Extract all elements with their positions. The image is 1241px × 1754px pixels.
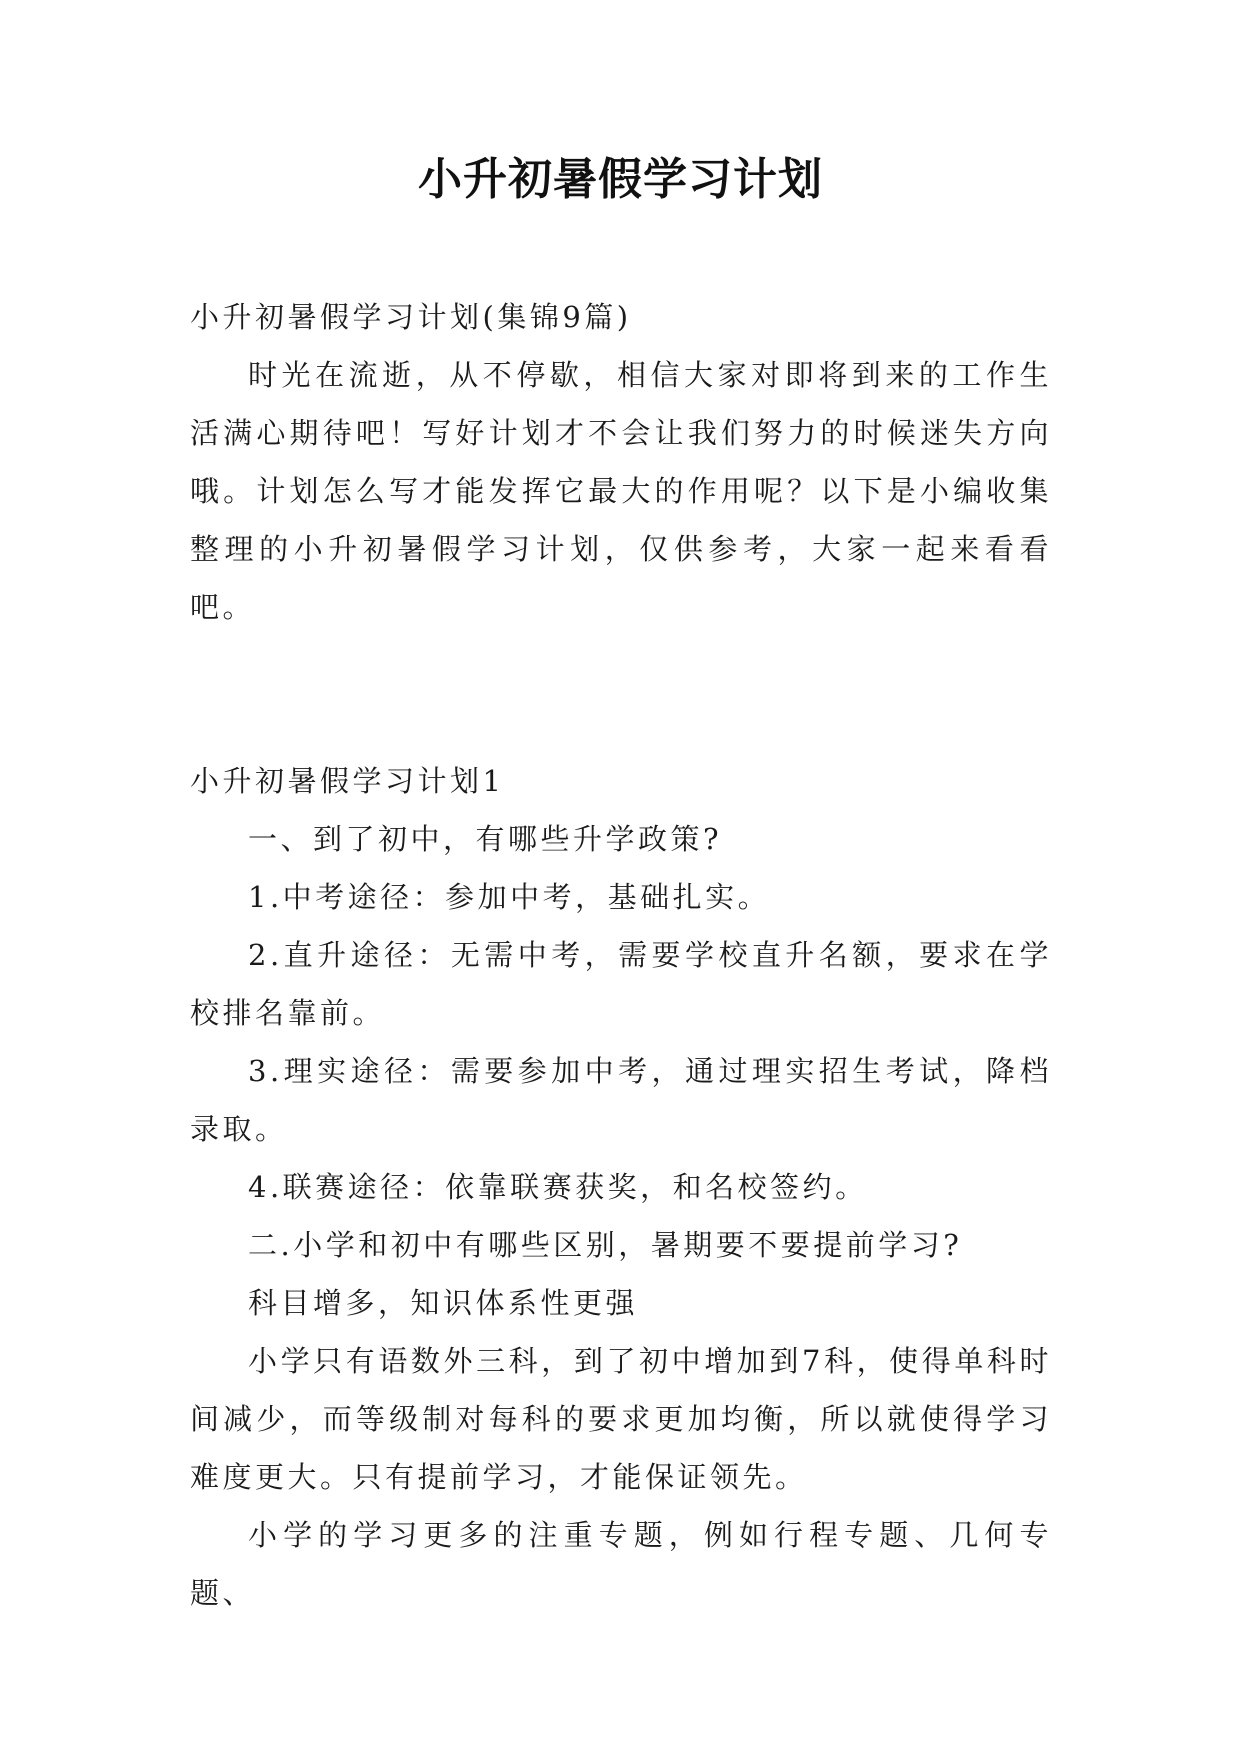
section-gap bbox=[190, 636, 1052, 752]
paragraph-differences-question: 二.小学和初中有哪些区别，暑期要不要提前学习? bbox=[248, 1228, 963, 1262]
paragraph-route-1: 1.中考途径：参加中考，基础扎实。 bbox=[248, 880, 771, 914]
paragraph-subheading: 科目增多，知识体系性更强 bbox=[248, 1286, 639, 1320]
paragraph-policy-question: 一、到了初中，有哪些升学政策? bbox=[248, 822, 723, 856]
document-title: 小升初暑假学习计划 bbox=[418, 154, 823, 205]
intro-paragraph: 时光在流逝，从不停歇，相信大家对即将到来的工作生活满心期待吧！写好计划才不会让我们努力的时候迷失方向哦。计划怎么写才能发挥它最大的作用呢？以下是小编收集整理的小升初暑假学习计划，仅供参考，大家一起来看看吧。 bbox=[190, 358, 1052, 624]
document-subtitle: 小升初暑假学习计划(集锦9篇) bbox=[190, 300, 632, 334]
paragraph-route-4: 4.联赛途径：依靠联赛获奖，和名校签约。 bbox=[248, 1170, 868, 1204]
paragraph-subjects: 小学只有语数外三科，到了初中增加到7科，使得单科时间减少，而等级制对每科的要求更加均衡，所以就使得学习难度更大。只有提前学习，才能保证领先。 bbox=[190, 1344, 1052, 1494]
section-heading: 小升初暑假学习计划1 bbox=[190, 764, 505, 798]
paragraph-route-2: 2.直升途径：无需中考，需要学校直升名额，要求在学校排名靠前。 bbox=[190, 938, 1052, 1030]
paragraph-route-3: 3.理实途径：需要参加中考，通过理实招生考试，降档录取。 bbox=[190, 1054, 1052, 1146]
document-body bbox=[190, 288, 1052, 1622]
paragraph-topics: 小学的学习更多的注重专题，例如行程专题、几何专题、 bbox=[190, 1518, 1052, 1610]
